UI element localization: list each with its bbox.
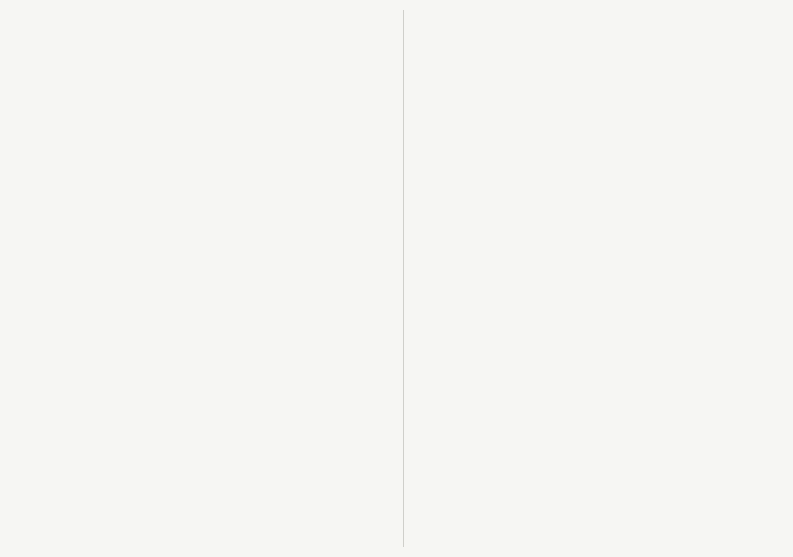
page-gutter bbox=[403, 10, 404, 547]
right-page-text bbox=[420, 18, 740, 538]
right-page bbox=[420, 18, 740, 538]
left-page-text bbox=[70, 18, 390, 538]
left-page bbox=[70, 18, 390, 538]
